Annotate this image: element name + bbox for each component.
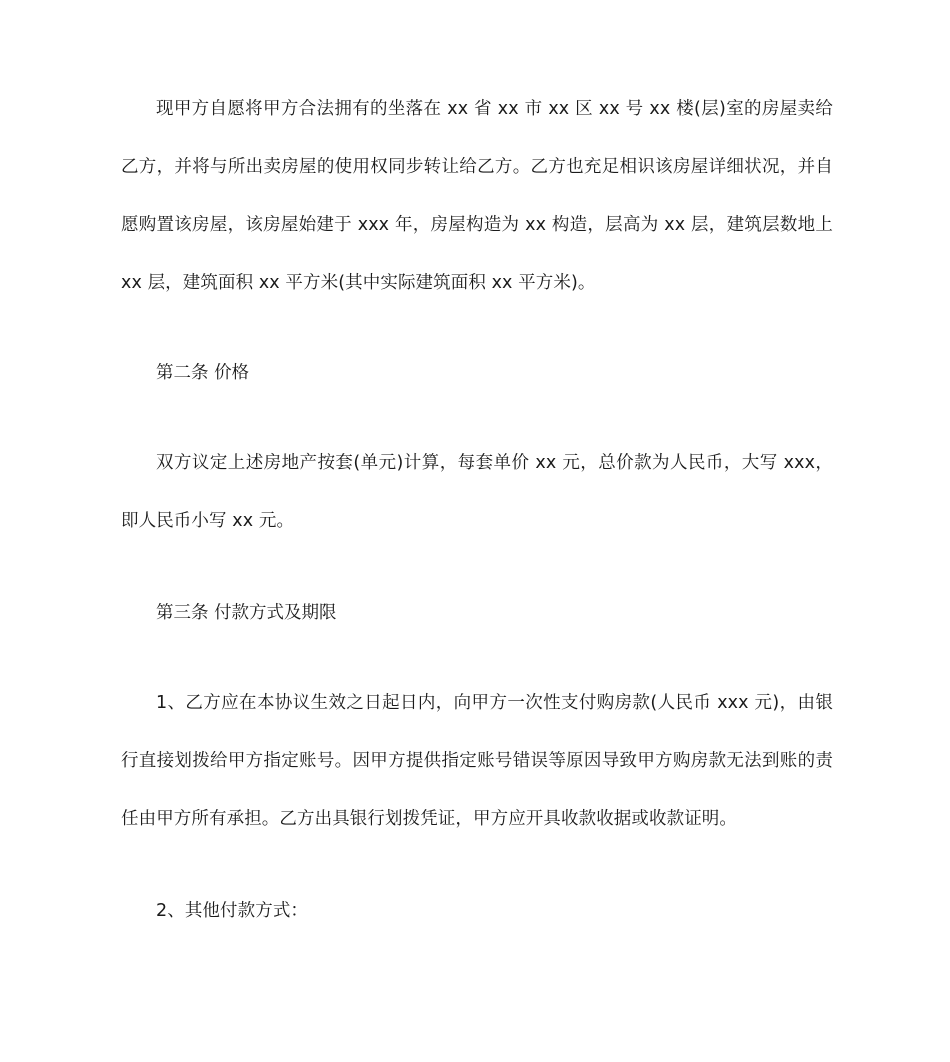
article-2-heading: 第二条 价格 — [156, 363, 250, 383]
paragraph-payment-clause-2: 2、其他付款方式： — [156, 901, 309, 921]
paragraph-property-description: 现甲方自愿将甲方合法拥有的坐落在 xx 省 xx 市 xx 区 xx 号 xx 楼(层)室的房屋卖给乙方，并将与所出卖房屋的使用权同步转让给乙方。乙方也充足相识该房屋详细状况，并自愿购置该房屋，该房屋始建于 xxx 年，房屋构造为 xx 构造，层高为 xx 层，建筑层数地上 xx 层，建筑面积 xx 平方米(其中实际建筑面积 xx 平方米)。 — [121, 99, 833, 293]
paragraph-price: 双方议定上述房地产按套(单元)计算，每套单价 xx 元，总价款为人民币，大写 xxx，即人民币小写 xx 元。 — [121, 453, 833, 531]
paragraph-payment-clause-1: 1、乙方应在本协议生效之日起日内，向甲方一次性支付购房款(人民币 xxx 元)，由银行直接划拨给甲方指定账号。因甲方提供指定账号错误等原因导致甲方购房款无法到账的责任由甲方所有承担。乙方出具银行划拨凭证，甲方应开具收款收据或收款证明。 — [121, 693, 833, 829]
article-3-heading: 第三条 付款方式及期限 — [156, 603, 337, 623]
